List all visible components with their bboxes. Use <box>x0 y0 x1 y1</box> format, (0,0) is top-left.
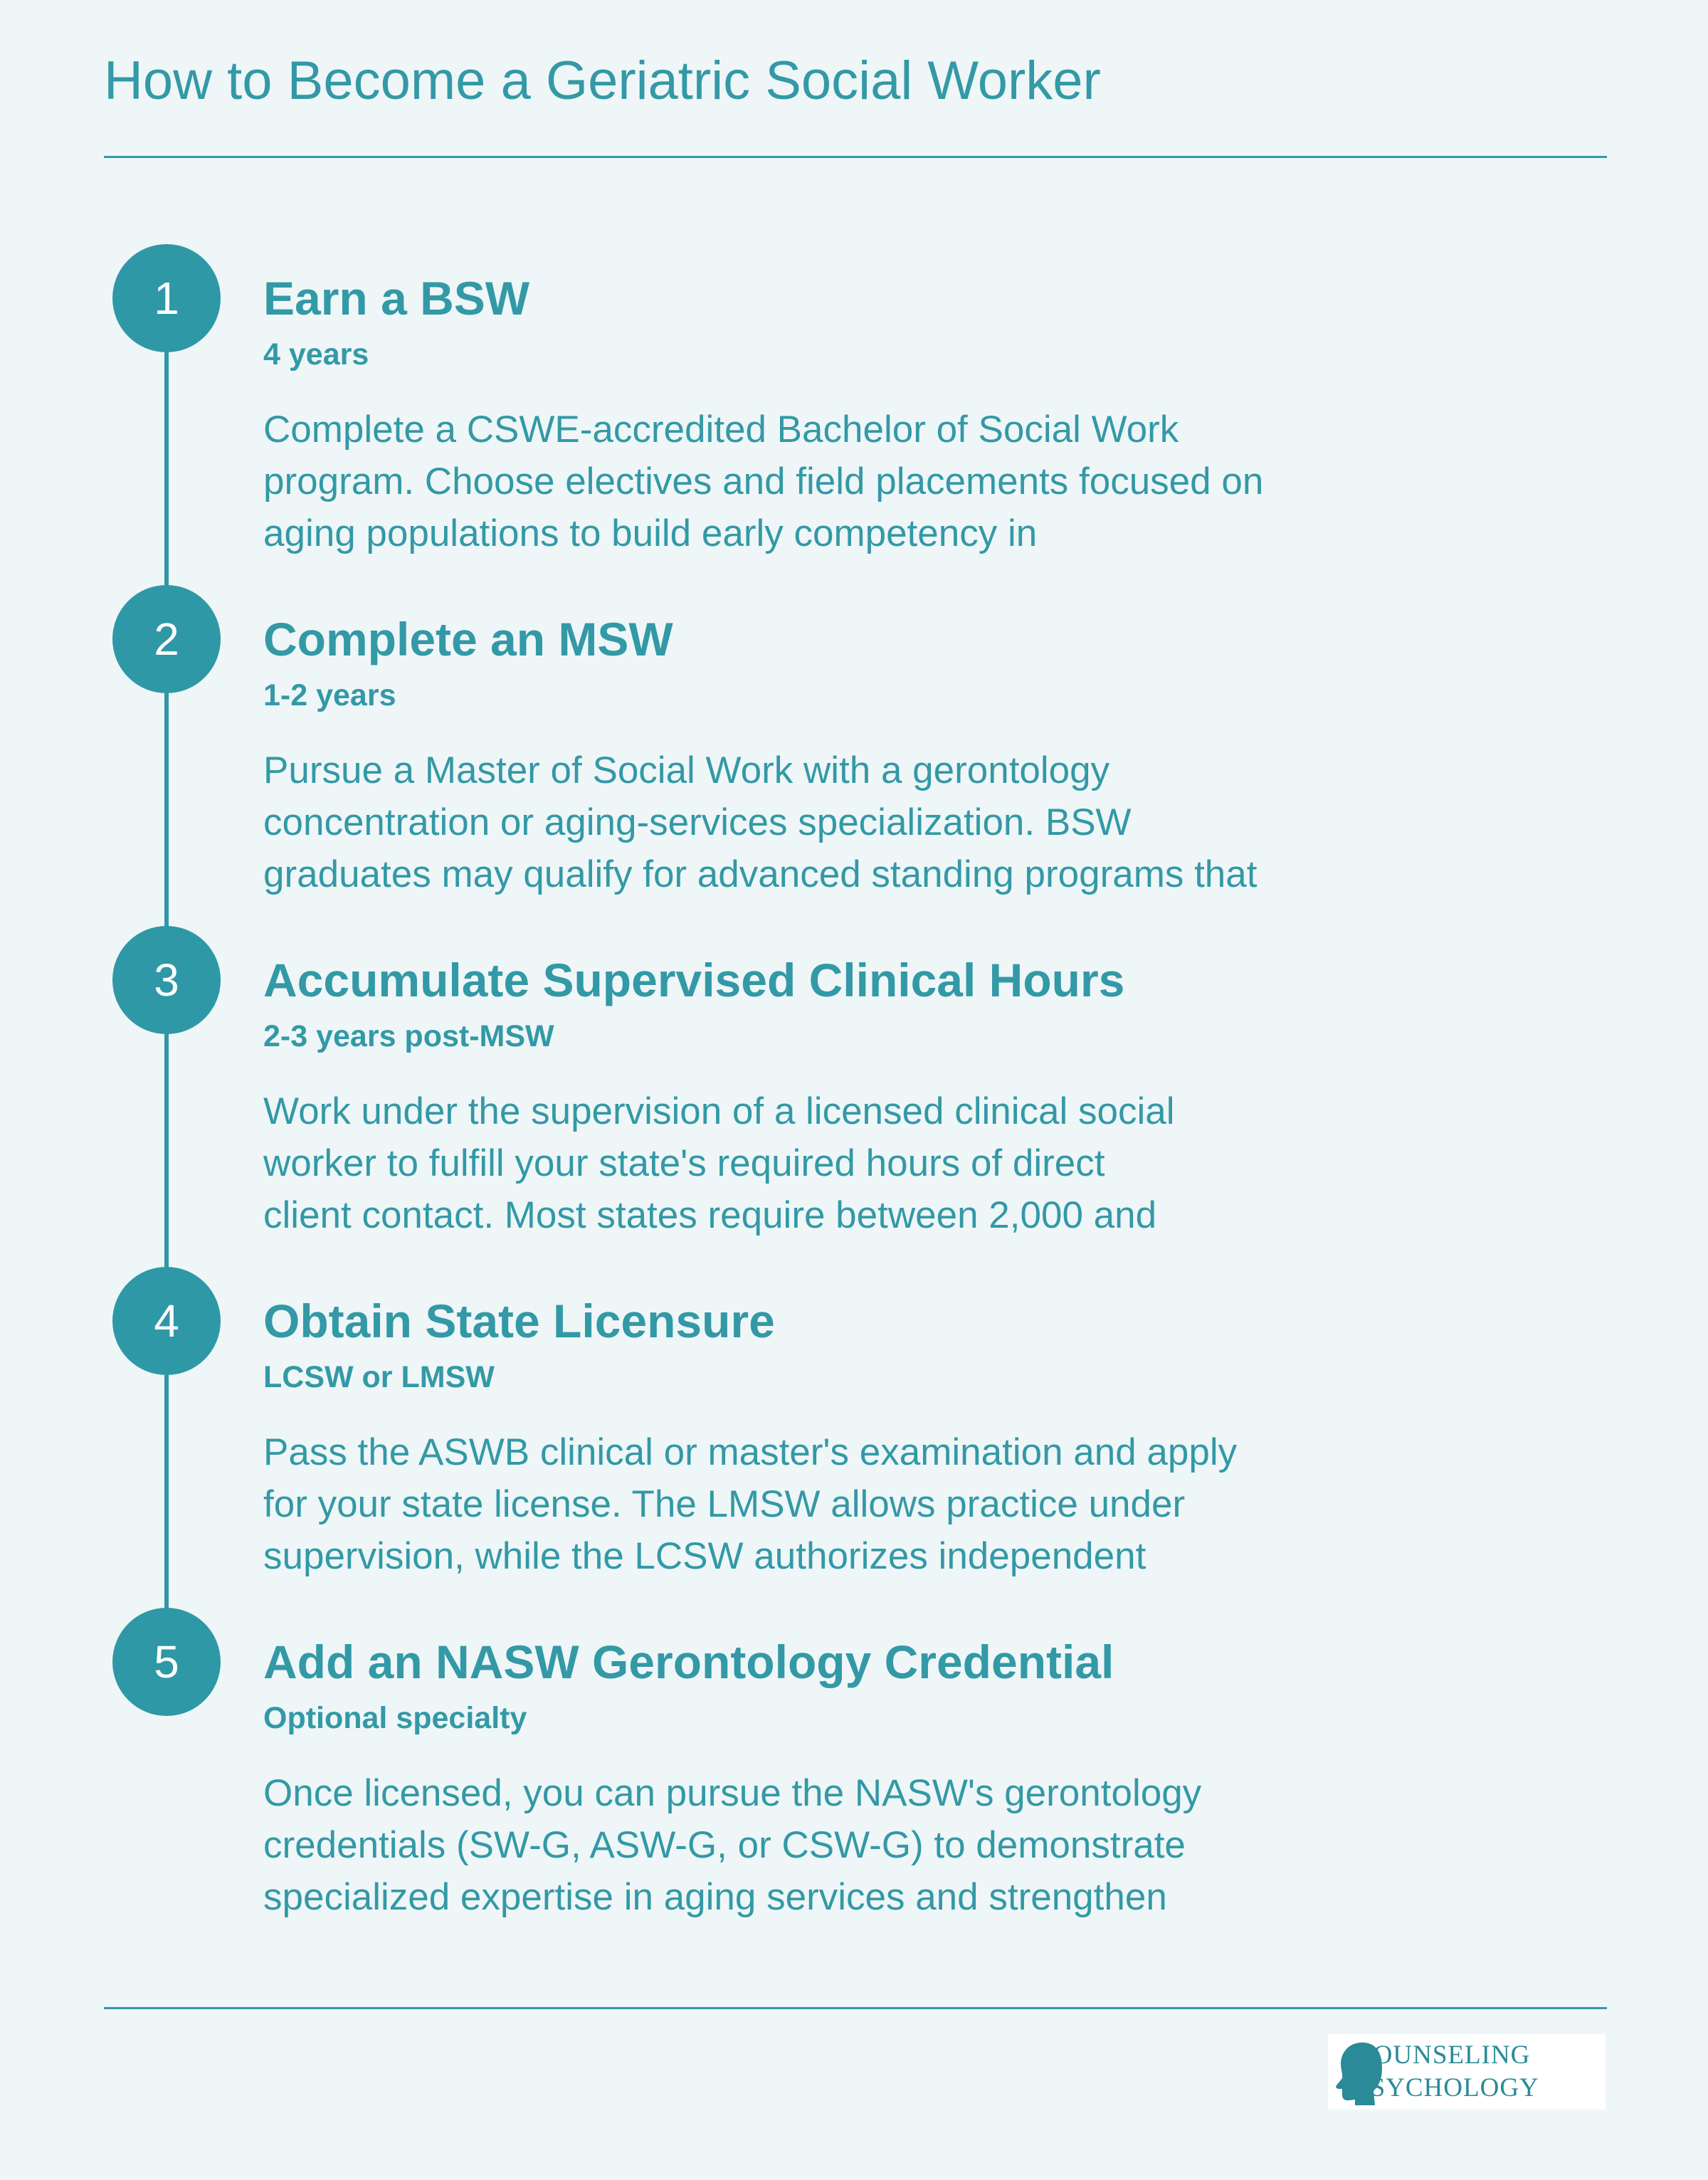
step-description-line: client contact. Most states require between 2,000 and <box>263 1194 1157 1236</box>
step-description <box>263 404 1402 559</box>
step-duration: 1-2 years <box>263 678 396 712</box>
header-divider <box>104 156 1607 158</box>
step-number-badge: 3 <box>112 926 221 1034</box>
step-2 <box>0 585 1708 912</box>
step-title: Add an NASW Gerontology Credential <box>263 1636 1114 1688</box>
step-5 <box>0 1608 1708 1935</box>
step-description-line: aging populations to build early competency in <box>263 512 1038 554</box>
step-description-line: Work under the supervision of a licensed clinical social <box>263 1090 1175 1132</box>
step-3 <box>0 926 1708 1253</box>
step-description-line: Complete a CSWE-accredited Bachelor of Social Work <box>263 409 1179 451</box>
step-description-line: Pass the ASWB clinical or master's examination and apply <box>263 1431 1238 1473</box>
brand-logo <box>1328 2034 1606 2110</box>
step-description-line: program. Choose electives and field placements focused on <box>263 460 1264 502</box>
step-1 <box>0 244 1708 572</box>
step-description-line: concentration or aging-services specialization. BSW <box>263 801 1132 843</box>
step-number-badge: 4 <box>112 1267 221 1375</box>
step-description-line: graduates may qualify for advanced standing programs that <box>263 853 1258 895</box>
logo-text-line1: COUNSELING <box>1355 2041 1531 2070</box>
step-description <box>263 1426 1402 1582</box>
step-description-line: for your state license. The LMSW allows practice under <box>263 1483 1186 1525</box>
step-number-badge: 5 <box>112 1608 221 1716</box>
step-number-badge: 2 <box>112 585 221 693</box>
step-description-line: worker to fulfill your state's required hours of direct <box>263 1142 1105 1184</box>
step-duration: 2-3 years post-MSW <box>263 1019 554 1053</box>
step-title: Obtain State Licensure <box>263 1295 775 1347</box>
step-description <box>263 1767 1402 1923</box>
step-description-line: credentials (SW-G, ASW-G, or CSW-G) to demonstrate <box>263 1824 1186 1866</box>
logo-text-line2: PSYCHOLOGY <box>1355 2073 1539 2102</box>
step-description-line: Pursue a Master of Social Work with a gerontology <box>263 749 1110 791</box>
page-title: How to Become a Geriatric Social Worker <box>104 51 1101 111</box>
step-description-line: Once licensed, you can pursue the NASW's gerontology <box>263 1772 1202 1814</box>
step-title: Complete an MSW <box>263 613 673 665</box>
step-description <box>263 744 1402 900</box>
step-number-badge: 1 <box>112 244 221 352</box>
step-duration: LCSW or LMSW <box>263 1360 495 1394</box>
step-title: Accumulate Supervised Clinical Hours <box>263 954 1125 1006</box>
footer-divider <box>104 2007 1607 2009</box>
step-title: Earn a BSW <box>263 272 530 325</box>
step-description-line: supervision, while the LCSW authorizes independent <box>263 1535 1146 1577</box>
step-duration: Optional specialty <box>263 1701 527 1735</box>
step-duration: 4 years <box>263 337 369 372</box>
step-description-line: specialized expertise in aging services and strengthen <box>263 1876 1167 1918</box>
step-description <box>263 1085 1402 1241</box>
step-4 <box>0 1267 1708 1594</box>
